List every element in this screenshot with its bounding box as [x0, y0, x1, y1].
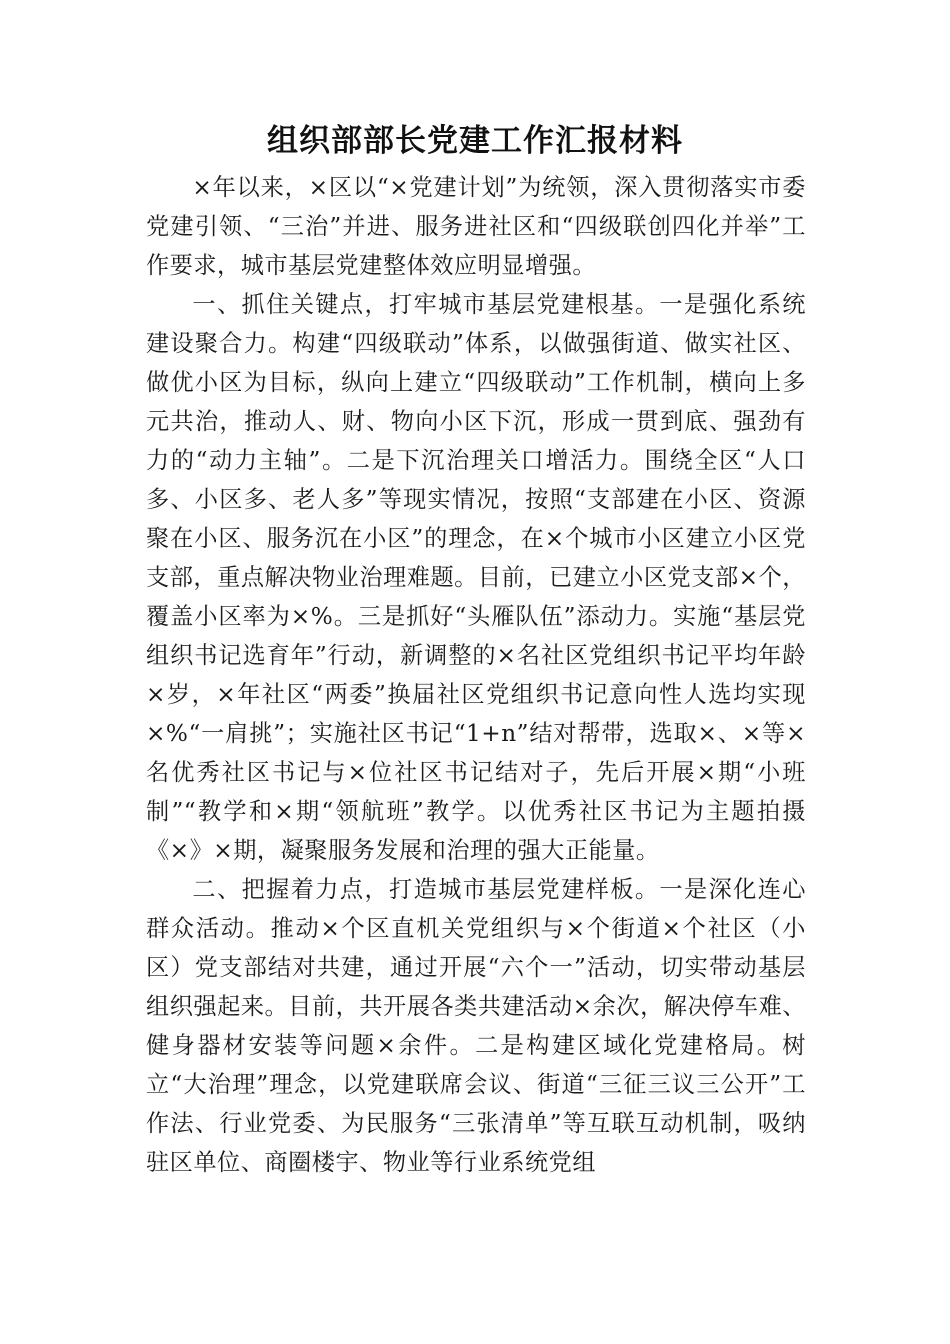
- paragraph-section-one: 一、抓住关键点，打牢城市基层党建根基。一是强化系统建设聚合力。构建“四级联动”体系，以做强街道、做实社区、做优小区为目标，纵向上建立“四级联动”工作机制，横向上多元共治，推动人、财、物向小区下沉，形成一贯到底、强劲有力的“动力主轴”。二是下沉治理关口增活力。围绕全区“人口多、小区多、老人多”等现实情况，按照“支部建在小区、资源聚在小区、服务沉在小区”的理念，在×个城市小区建立小区党支部，重点解决物业治理难题。目前，已建立小区党支部×个，覆盖小区率为×%。三是抓好“头雁队伍”添动力。实施“基层党组织书记选育年”行动，新调整的×名社区党组织书记平均年龄×岁，×年社区“两委”换届社区党组织书记意向性人选均实现×%“一肩挑”；实施社区书记“1+n”结对帮带，选取×、×等×名优秀社区书记与×位社区书记结对子，先后开展×期“小班制”“教学和×期“领航班”教学。以优秀社区书记为主题拍摄《×》×期，凝聚服务发展和治理的强大正能量。: [146, 291, 806, 864]
- paragraph-intro: ×年以来，×区以“×党建计划”为统领，深入贯彻落实市委党建引领、“三治”并进、服务进社区和“四级联创四化并举”工作要求，城市基层党建整体效应明显增强。: [146, 174, 806, 279]
- document-title: 组织部部长党建工作汇报材料: [267, 123, 683, 159]
- document-body: [146, 168, 806, 1182]
- paragraph-section-two: 二、把握着力点，打造城市基层党建样板。一是深化连心群众活动。推动×个区直机关党组织与×个街道×个社区（小区）党支部结对共建，通过开展“六个一”活动，切实带动基层组织强起来。目前，共开展各类共建活动×余次，解决停车难、健身器材安装等问题×余件。二是构建区域化党建格局。树立“大治理”理念，以党建联席会议、街道“三征三议三公开”工作法、行业党委、为民服务“三张清单”等互联互动机制，吸纳驻区单位、商圈楼宇、物业等行业系统党组: [146, 876, 806, 1176]
